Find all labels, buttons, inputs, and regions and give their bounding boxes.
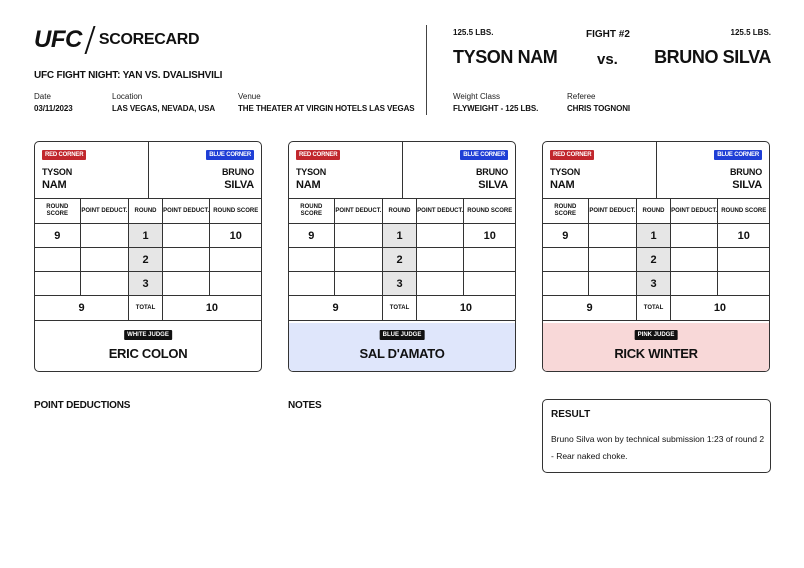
red-round-score: 9 bbox=[289, 224, 335, 247]
header-divider bbox=[426, 25, 427, 115]
red-corner-fighter bbox=[550, 166, 580, 192]
date-value: 03/11/2023 bbox=[34, 104, 73, 113]
red-last-name: NAM bbox=[550, 179, 575, 191]
blue-corner-fighter bbox=[730, 166, 762, 192]
round-number: 2 bbox=[383, 248, 417, 271]
blue-point-deduction bbox=[671, 248, 719, 271]
red-corner-fighter bbox=[42, 166, 72, 192]
red-point-deduction bbox=[335, 248, 384, 271]
blue-last-name: SILVA bbox=[478, 179, 508, 191]
blue-total-score: 10 bbox=[713, 302, 727, 314]
red-first-name: TYSON bbox=[296, 167, 327, 177]
red-round-score: 9 bbox=[543, 224, 589, 247]
round-header: ROUND bbox=[129, 199, 163, 223]
red-first-name: TYSON bbox=[42, 167, 73, 177]
red-round-score: 9 bbox=[35, 224, 81, 247]
judge-scorecard bbox=[542, 141, 770, 372]
result-box bbox=[542, 399, 771, 473]
blue-point-deduction bbox=[163, 248, 211, 271]
red-point-deduction bbox=[589, 224, 638, 247]
red-round-score bbox=[35, 272, 81, 295]
judge-tag: WHITE JUDGE bbox=[124, 330, 172, 340]
logo-text: UFC bbox=[34, 26, 82, 53]
round-number: 2 bbox=[637, 248, 671, 271]
round-row bbox=[289, 224, 515, 248]
red-point-deduction bbox=[589, 248, 638, 271]
blue-round-score bbox=[464, 248, 515, 271]
red-fighter-weight: 125.5 LBS. bbox=[453, 28, 494, 37]
blue-round-score bbox=[718, 248, 769, 271]
blue-corner-badge: BLUE CORNER bbox=[206, 150, 254, 160]
red-round-score bbox=[543, 248, 589, 271]
round-number: 1 bbox=[637, 224, 671, 247]
judge-name: RICK WINTER bbox=[614, 346, 698, 361]
round-row bbox=[35, 224, 261, 248]
venue-block bbox=[238, 92, 415, 113]
blue-round-score: 10 bbox=[229, 229, 242, 242]
judge-area bbox=[289, 323, 515, 372]
judge-name: ERIC COLON bbox=[108, 346, 188, 361]
corner-divider bbox=[656, 142, 657, 199]
blue-point-deduct-header: POINT DEDUCT. bbox=[163, 199, 211, 223]
score-grid bbox=[35, 199, 261, 321]
score-grid bbox=[289, 199, 515, 321]
red-round-score bbox=[289, 272, 335, 295]
blue-round-score: 10 bbox=[737, 229, 750, 242]
blue-point-deduction bbox=[163, 224, 211, 247]
blue-corner-fighter bbox=[476, 166, 508, 192]
notes-heading: NOTES bbox=[288, 400, 322, 411]
blue-round-score-header: ROUND SCORE bbox=[213, 207, 259, 214]
total-row bbox=[35, 296, 261, 321]
round-row bbox=[543, 224, 769, 248]
red-point-deduct-header: POINT DEDUCT. bbox=[81, 199, 130, 223]
red-round-score-header: ROUND SCORE bbox=[543, 199, 589, 223]
red-point-deduction bbox=[81, 272, 130, 295]
red-total-score: 9 bbox=[35, 296, 129, 320]
blue-point-deduction bbox=[417, 224, 465, 247]
document-title: SCORECARD bbox=[98, 31, 200, 48]
total-label: TOTAL bbox=[383, 296, 417, 320]
logo-slash-divider bbox=[84, 26, 95, 54]
red-round-score bbox=[35, 248, 81, 271]
round-row bbox=[543, 272, 769, 296]
round-number: 3 bbox=[383, 272, 417, 295]
blue-last-name: SILVA bbox=[224, 179, 254, 191]
vs-label: vs. bbox=[597, 51, 618, 68]
red-total-score: 9 bbox=[543, 296, 637, 320]
venue-value: THE THEATER AT VIRGIN HOTELS LAS VEGAS bbox=[238, 104, 415, 113]
fight-number: FIGHT #2 bbox=[586, 29, 630, 40]
round-row bbox=[289, 272, 515, 296]
blue-round-score bbox=[718, 272, 769, 295]
red-point-deduction bbox=[81, 248, 130, 271]
referee-value: CHRIS TOGNONI bbox=[567, 104, 631, 113]
round-row bbox=[543, 248, 769, 272]
total-row bbox=[543, 296, 769, 321]
red-last-name: NAM bbox=[296, 179, 321, 191]
blue-point-deduction bbox=[417, 272, 465, 295]
location-block bbox=[112, 92, 215, 113]
red-round-score bbox=[289, 248, 335, 271]
blue-corner-badge: BLUE CORNER bbox=[714, 150, 762, 160]
judge-scorecard bbox=[288, 141, 516, 372]
blue-round-score bbox=[464, 272, 515, 295]
blue-first-name: BRUNO bbox=[730, 167, 762, 177]
round-number: 3 bbox=[637, 272, 671, 295]
blue-point-deduct-header: POINT DEDUCT. bbox=[671, 199, 719, 223]
round-row bbox=[35, 272, 261, 296]
blue-round-score bbox=[210, 248, 261, 271]
ufc-logo bbox=[34, 26, 199, 54]
point-deductions-heading: POINT DEDUCTIONS bbox=[34, 400, 131, 411]
blue-first-name: BRUNO bbox=[476, 167, 508, 177]
blue-point-deduction bbox=[671, 272, 719, 295]
blue-first-name: BRUNO bbox=[222, 167, 254, 177]
red-first-name: TYSON bbox=[550, 167, 581, 177]
blue-last-name: SILVA bbox=[732, 179, 762, 191]
corner-header bbox=[289, 142, 515, 199]
round-header: ROUND bbox=[637, 199, 671, 223]
event-title: UFC FIGHT NIGHT: YAN VS. DVALISHVILI bbox=[34, 70, 223, 81]
round-row bbox=[35, 248, 261, 272]
blue-round-score: 10 bbox=[483, 229, 496, 242]
round-number: 1 bbox=[129, 224, 163, 247]
round-number: 2 bbox=[129, 248, 163, 271]
round-number: 3 bbox=[129, 272, 163, 295]
red-point-deduction bbox=[589, 272, 638, 295]
total-label: TOTAL bbox=[129, 296, 163, 320]
referee-block bbox=[567, 92, 630, 113]
red-last-name: NAM bbox=[42, 179, 67, 191]
result-heading: RESULT bbox=[551, 409, 591, 420]
judge-tag: BLUE JUDGE bbox=[380, 330, 425, 340]
corner-header bbox=[543, 142, 769, 199]
red-corner-fighter bbox=[296, 166, 326, 192]
score-header-row bbox=[543, 199, 769, 224]
blue-point-deduction bbox=[671, 224, 719, 247]
judge-area bbox=[35, 323, 261, 372]
judge-name: SAL D'AMATO bbox=[359, 346, 445, 361]
venue-label: Venue bbox=[238, 92, 261, 101]
red-corner-badge: RED CORNER bbox=[42, 150, 86, 160]
red-round-score-header: ROUND SCORE bbox=[289, 199, 335, 223]
blue-corner-badge: BLUE CORNER bbox=[460, 150, 508, 160]
score-header-row bbox=[35, 199, 261, 224]
red-point-deduction bbox=[335, 224, 384, 247]
blue-fighter-name: BRUNO SILVA bbox=[654, 47, 771, 67]
blue-point-deduction bbox=[163, 272, 211, 295]
date-label: Date bbox=[34, 92, 51, 101]
date-block bbox=[34, 92, 73, 113]
weight-class-block bbox=[453, 92, 538, 113]
red-fighter-name: TYSON NAM bbox=[453, 47, 558, 67]
judge-area bbox=[543, 323, 769, 372]
blue-point-deduct-header: POINT DEDUCT. bbox=[417, 199, 465, 223]
red-round-score-header: ROUND SCORE bbox=[35, 199, 81, 223]
blue-corner-fighter bbox=[222, 166, 254, 192]
round-number: 1 bbox=[383, 224, 417, 247]
round-row bbox=[289, 248, 515, 272]
score-grid bbox=[543, 199, 769, 321]
location-value: LAS VEGAS, NEVADA, USA bbox=[112, 104, 215, 113]
corner-divider bbox=[402, 142, 403, 199]
blue-round-score-header: ROUND SCORE bbox=[467, 207, 513, 214]
corner-header bbox=[35, 142, 261, 199]
blue-round-score bbox=[210, 272, 261, 295]
red-total-score: 9 bbox=[289, 296, 383, 320]
red-point-deduct-header: POINT DEDUCT. bbox=[335, 199, 384, 223]
judge-scorecard bbox=[34, 141, 262, 372]
weight-class-label: Weight Class bbox=[453, 92, 500, 101]
red-point-deduct-header: POINT DEDUCT. bbox=[589, 199, 638, 223]
score-header-row bbox=[289, 199, 515, 224]
location-label: Location bbox=[112, 92, 143, 101]
red-corner-badge: RED CORNER bbox=[550, 150, 594, 160]
blue-fighter-weight: 125.5 LBS. bbox=[730, 28, 771, 37]
blue-total-score: 10 bbox=[205, 302, 219, 314]
blue-point-deduction bbox=[417, 248, 465, 271]
result-text: Bruno Silva won by technical submission 1:23 of round 2 - Rear naked choke. bbox=[551, 434, 765, 461]
red-corner-badge: RED CORNER bbox=[296, 150, 340, 160]
blue-total-score: 10 bbox=[459, 302, 473, 314]
red-point-deduction bbox=[335, 272, 384, 295]
blue-round-score-header: ROUND SCORE bbox=[721, 207, 767, 214]
red-point-deduction bbox=[81, 224, 130, 247]
judge-tag: PINK JUDGE bbox=[635, 330, 678, 340]
total-row bbox=[289, 296, 515, 321]
red-round-score bbox=[543, 272, 589, 295]
round-header: ROUND bbox=[383, 199, 417, 223]
corner-divider bbox=[148, 142, 149, 199]
referee-label: Referee bbox=[567, 92, 596, 101]
weight-class-value: FLYWEIGHT - 125 LBS. bbox=[453, 104, 539, 113]
total-label: TOTAL bbox=[637, 296, 671, 320]
